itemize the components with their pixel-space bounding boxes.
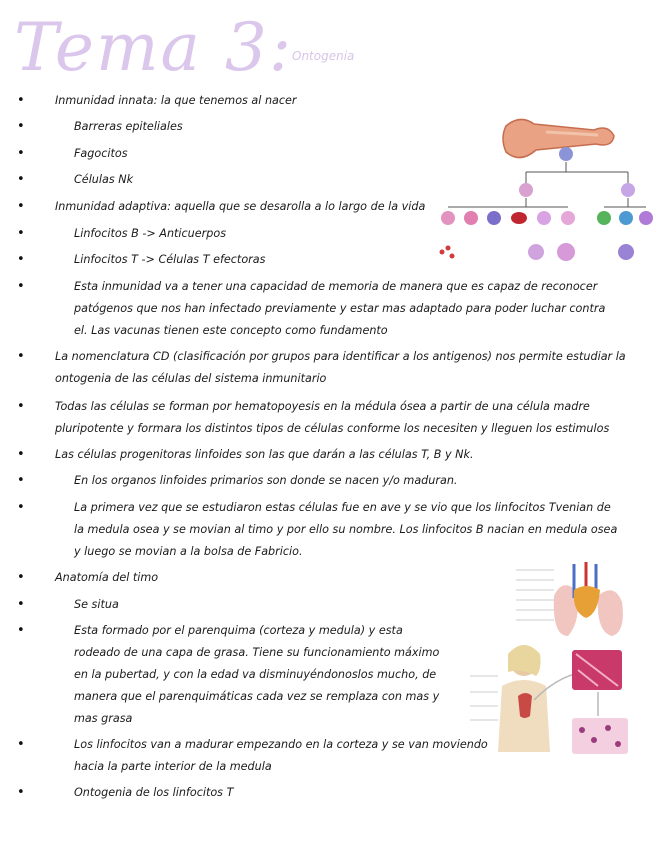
hematopoiesis-diagram	[428, 112, 656, 272]
list-item: • Todas las células se forman por hematopoyesis en la médula ósea a partir de una célula madre pluripotente y formara los distintos tipos de células conforme los necesiten y lleguen los estimulos	[55, 396, 609, 440]
title-subtitle: Ontogenia	[292, 49, 355, 63]
list-item: • Fagocitos	[74, 143, 128, 165]
thymus-structure-diagram	[468, 640, 646, 762]
list-item: • Linfocitos B -> Anticuerpos	[74, 223, 226, 245]
page-title	[14, 8, 434, 88]
thymus-location-diagram	[514, 556, 638, 642]
list-item: • Células Nk	[74, 169, 133, 191]
list-item: • Se situa	[74, 594, 119, 616]
list-item: • La nomenclatura CD (clasificación por grupos para identificar a los antigenos) nos permite estudiar la ontogenia de las células del sistema inmunitario	[55, 346, 626, 390]
list-item: • Las células progenitoras linfoides son las que darán a las células T, B y Nk.	[55, 444, 474, 466]
title-text: Tema 3:	[14, 9, 294, 86]
list-item: • En los organos linfoides primarios son donde se nacen y/o maduran.	[74, 470, 457, 492]
list-item: • Los linfocitos van a madurar empezando en la corteza y se van moviendo hacia la parte interior de la medula	[74, 734, 488, 778]
list-item: • Inmunidad innata: la que tenemos al nacer	[55, 90, 297, 112]
list-item: • Anatomía del timo	[55, 567, 158, 589]
list-item: • Ontogenia de los linfocitos T	[74, 782, 233, 804]
list-item: • Esta inmunidad va a tener una capacidad de memoria de manera que es capaz de reconocer patógenos que nos han infectado previamente y estar mas adaptado para poder luchar contra el. Las vacunas tienen este concepto como fundamento	[74, 276, 605, 342]
list-item: • Barreras epiteliales	[74, 116, 183, 138]
list-item: • Esta formado por el parenquima (corteza y medula) y esta rodeado de una capa de grasa. Tiene su funcionamiento máximo en la pubertad, y con la edad va disminuyéndonoslos mucho, de manera que el parenquimáticas cada vez se remplaza con mas y mas grasa	[74, 620, 439, 730]
list-item: • Linfocitos T -> Células T efectoras	[74, 249, 265, 271]
list-item: • Inmunidad adaptiva: aquella que se desarolla a lo largo de la vida	[55, 196, 425, 218]
list-item: • La primera vez que se estudiaron estas células fue en ave y se vio que los linfocitos Tvenian de la medula osea y se movian al timo y por ello su nombre. Los linfocitos B nacian en medula osea y luego se movian a la bolsa de Fabricio.	[74, 497, 617, 563]
